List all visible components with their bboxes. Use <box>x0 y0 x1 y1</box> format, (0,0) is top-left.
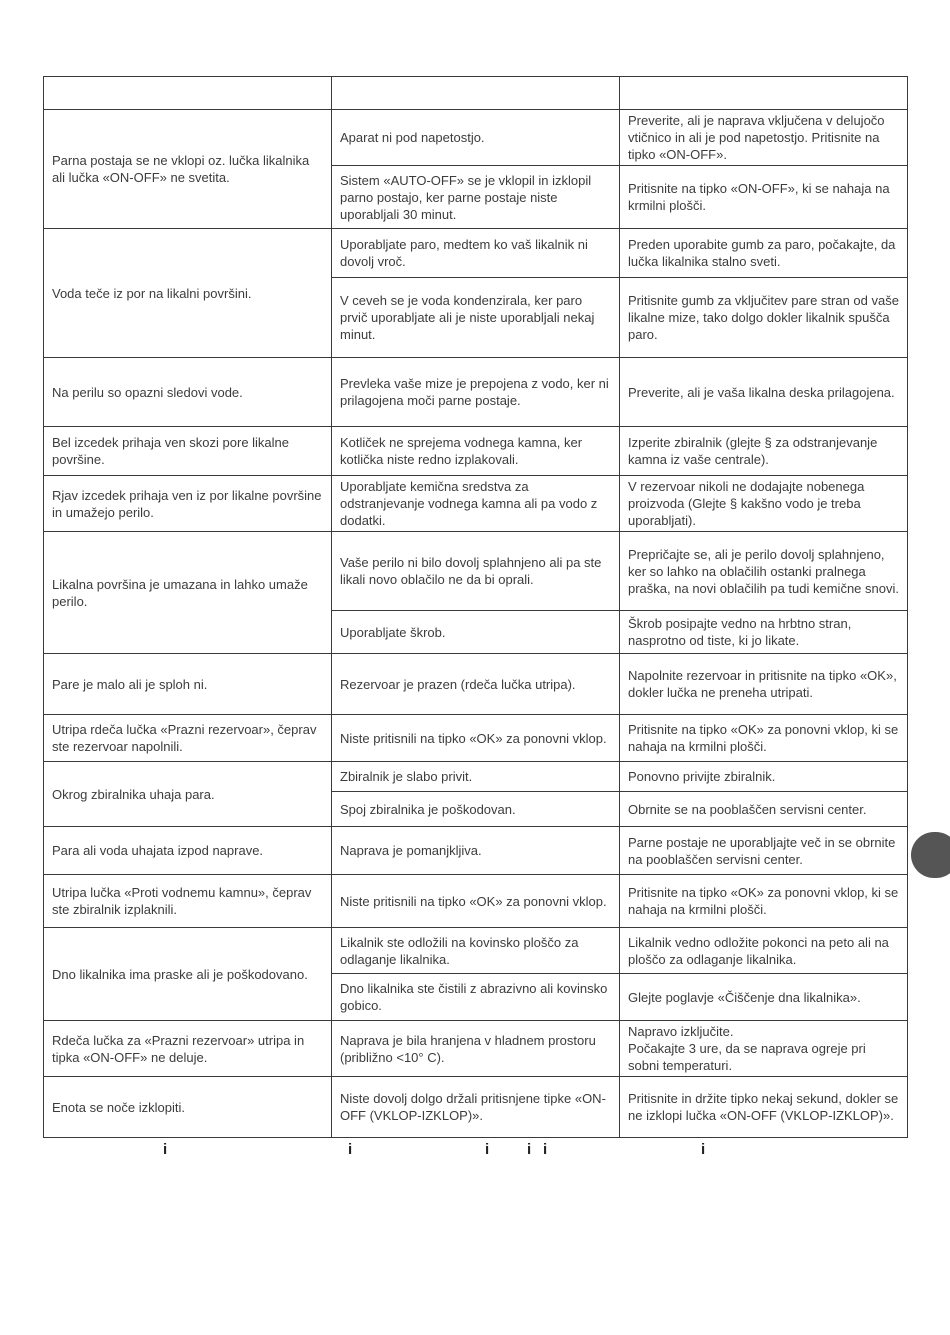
solution-cell: Pritisnite na tipko «OK» za ponovni vklop, ki se nahaja na krmilni plošči. <box>620 715 908 762</box>
problem-cell: Dno likalnika ima praske ali je poškodovano. <box>44 928 332 1021</box>
table-row <box>44 654 908 715</box>
problem-cell: Parna postaja se ne vklopi oz. lučka likalnika ali lučka «ON-OFF» ne svetita. <box>44 110 332 229</box>
footer-mark: i <box>543 1141 548 1158</box>
cause-cell: Uporabljate škrob. <box>332 611 620 654</box>
problem-cell: Likalna površina je umazana in lahko umaže perilo. <box>44 532 332 654</box>
table-row <box>44 229 908 278</box>
table-row <box>44 762 908 792</box>
cause-cell: Prevleka vaše mize je prepojena z vodo, ker ni prilagojena moči parne postaje. <box>332 358 620 427</box>
solution-cell: Pritisnite in držite tipko nekaj sekund, dokler se ne izklopi lučka «ON-OFF (VKLOP-IZKLOP)». <box>620 1077 908 1138</box>
solution-cell: Preden uporabite gumb za paro, počakajte, da lučka likalnika stalno sveti. <box>620 229 908 278</box>
solution-cell: Pritisnite gumb za vključitev pare stran od vaše likalne mize, tako dolgo dokler likalnik spušča paro. <box>620 278 908 358</box>
problem-cell: Voda teče iz por na likalni površini. <box>44 229 332 358</box>
cause-cell: Vaše perilo ni bilo dovolj splahnjeno ali pa ste likali novo oblačilo ne da bi oprali. <box>332 532 620 611</box>
table-row <box>44 532 908 611</box>
footer-mark: i <box>701 1141 706 1158</box>
table-row <box>44 827 908 875</box>
cause-cell: Aparat ni pod napetostjo. <box>332 110 620 166</box>
header-cell-problem <box>44 77 332 110</box>
table-row <box>44 110 908 166</box>
table-row <box>44 358 908 427</box>
table-row <box>44 1077 908 1138</box>
table-row <box>44 928 908 974</box>
solution-cell: Obrnite se na pooblaščen servisni center. <box>620 792 908 827</box>
table-row <box>44 875 908 928</box>
solution-cell: Preverite, ali je naprava vključena v delujočo vtičnico in ali je pod napetostjo. Pritisnite na tipko «ON-OFF». <box>620 110 908 166</box>
problem-cell: Enota se noče izklopiti. <box>44 1077 332 1138</box>
problem-cell: Rdeča lučka za «Prazni rezervoar» utripa in tipka «ON-OFF» ne deluje. <box>44 1021 332 1077</box>
solution-cell: Likalnik vedno odložite pokonci na peto ali na ploščo za odlaganje likalnika. <box>620 928 908 974</box>
solution-cell: Pritisnite na tipko «OK» za ponovni vklop, ki se nahaja na krmilni plošči. <box>620 875 908 928</box>
header-cell-solution <box>620 77 908 110</box>
solution-cell: Napolnite rezervoar in pritisnite na tipko «OK», dokler lučka ne preneha utripati. <box>620 654 908 715</box>
table-row <box>44 1021 908 1077</box>
problem-cell: Utripa rdeča lučka «Prazni rezervoar», čeprav ste rezervoar napolnili. <box>44 715 332 762</box>
solution-cell: Prepričajte se, ali je perilo dovolj splahnjeno, ker so lahko na oblačilih ostanki pralnega praška, na novi oblačilih pa tudi kemične snovi. <box>620 532 908 611</box>
solution-cell: Ponovno privijte zbiralnik. <box>620 762 908 792</box>
cause-cell: V ceveh se je voda kondenzirala, ker paro prvič uporabljate ali je niste uporabljali nekaj minut. <box>332 278 620 358</box>
cause-cell: Naprava je pomanjkljiva. <box>332 827 620 875</box>
solution-cell: Izperite zbiralnik (glejte § za odstranjevanje kamna iz vaše centrale). <box>620 427 908 476</box>
cause-cell: Niste pritisnili na tipko «OK» za ponovni vklop. <box>332 715 620 762</box>
cause-cell: Naprava je bila hranjena v hladnem prostoru (približno <10° C). <box>332 1021 620 1077</box>
table-row <box>44 476 908 532</box>
header-cell-cause <box>332 77 620 110</box>
problem-cell: Pare je malo ali je sploh ni. <box>44 654 332 715</box>
table-row <box>44 715 908 762</box>
problem-cell: Para ali voda uhajata izpod naprave. <box>44 827 332 875</box>
solution-cell: Parne postaje ne uporabljajte več in se obrnite na pooblaščen servisni center. <box>620 827 908 875</box>
cause-cell: Spoj zbiralnika je poškodovan. <box>332 792 620 827</box>
cause-cell: Niste pritisnili na tipko «OK» za ponovni vklop. <box>332 875 620 928</box>
footer-mark: i <box>163 1141 168 1158</box>
problem-cell: Utripa lučka «Proti vodnemu kamnu», čeprav ste zbiralnik izplaknili. <box>44 875 332 928</box>
footer-mark: i <box>485 1141 490 1158</box>
cause-cell: Niste dovolj dolgo držali pritisnjene tipke «ON-OFF (VKLOP-IZKLOP)». <box>332 1077 620 1138</box>
table-row <box>44 427 908 476</box>
footer-mark: i <box>348 1141 353 1158</box>
solution-cell: V rezervoar nikoli ne dodajajte nobenega proizvoda (Glejte § kakšno vodo je treba uporabljati). <box>620 476 908 532</box>
footer-mark: i <box>527 1141 532 1158</box>
troubleshooting-table <box>43 76 908 1138</box>
cause-cell: Sistem «AUTO-OFF» se je vklopil in izklopil parno postajo, ker parne postaje niste uporabljali 30 minut. <box>332 166 620 229</box>
solution-cell: Pritisnite na tipko «ON-OFF», ki se nahaja na krmilni plošči. <box>620 166 908 229</box>
problem-cell: Okrog zbiralnika uhaja para. <box>44 762 332 827</box>
cause-cell: Zbiralnik je slabo privit. <box>332 762 620 792</box>
problem-cell: Na perilu so opazni sledovi vode. <box>44 358 332 427</box>
solution-cell: Napravo izključite. Počakajte 3 ure, da se naprava ogreje pri sobni temperaturi. <box>620 1021 908 1077</box>
cause-cell: Uporabljate kemična sredstva za odstranjevanje vodnega kamna ali pa vodo z dodatki. <box>332 476 620 532</box>
solution-cell: Preverite, ali je vaša likalna deska prilagojena. <box>620 358 908 427</box>
solution-cell: Glejte poglavje «Čiščenje dna likalnika». <box>620 974 908 1021</box>
problem-cell: Rjav izcedek prihaja ven iz por likalne površine in umažejo perilo. <box>44 476 332 532</box>
table-header-row <box>44 77 908 110</box>
section-tab-marker <box>911 832 950 878</box>
cause-cell: Dno likalnika ste čistili z abrazivno ali kovinsko gobico. <box>332 974 620 1021</box>
cause-cell: Kotliček ne sprejema vodnega kamna, ker kotlička niste redno izplakovali. <box>332 427 620 476</box>
problem-cell: Bel izcedek prihaja ven skozi pore likalne površine. <box>44 427 332 476</box>
cause-cell: Uporabljate paro, medtem ko vaš likalnik ni dovolj vroč. <box>332 229 620 278</box>
solution-cell: Škrob posipajte vedno na hrbtno stran, nasprotno od tiste, ki jo likate. <box>620 611 908 654</box>
cause-cell: Likalnik ste odložili na kovinsko ploščo za odlaganje likalnika. <box>332 928 620 974</box>
cause-cell: Rezervoar je prazen (rdeča lučka utripa). <box>332 654 620 715</box>
